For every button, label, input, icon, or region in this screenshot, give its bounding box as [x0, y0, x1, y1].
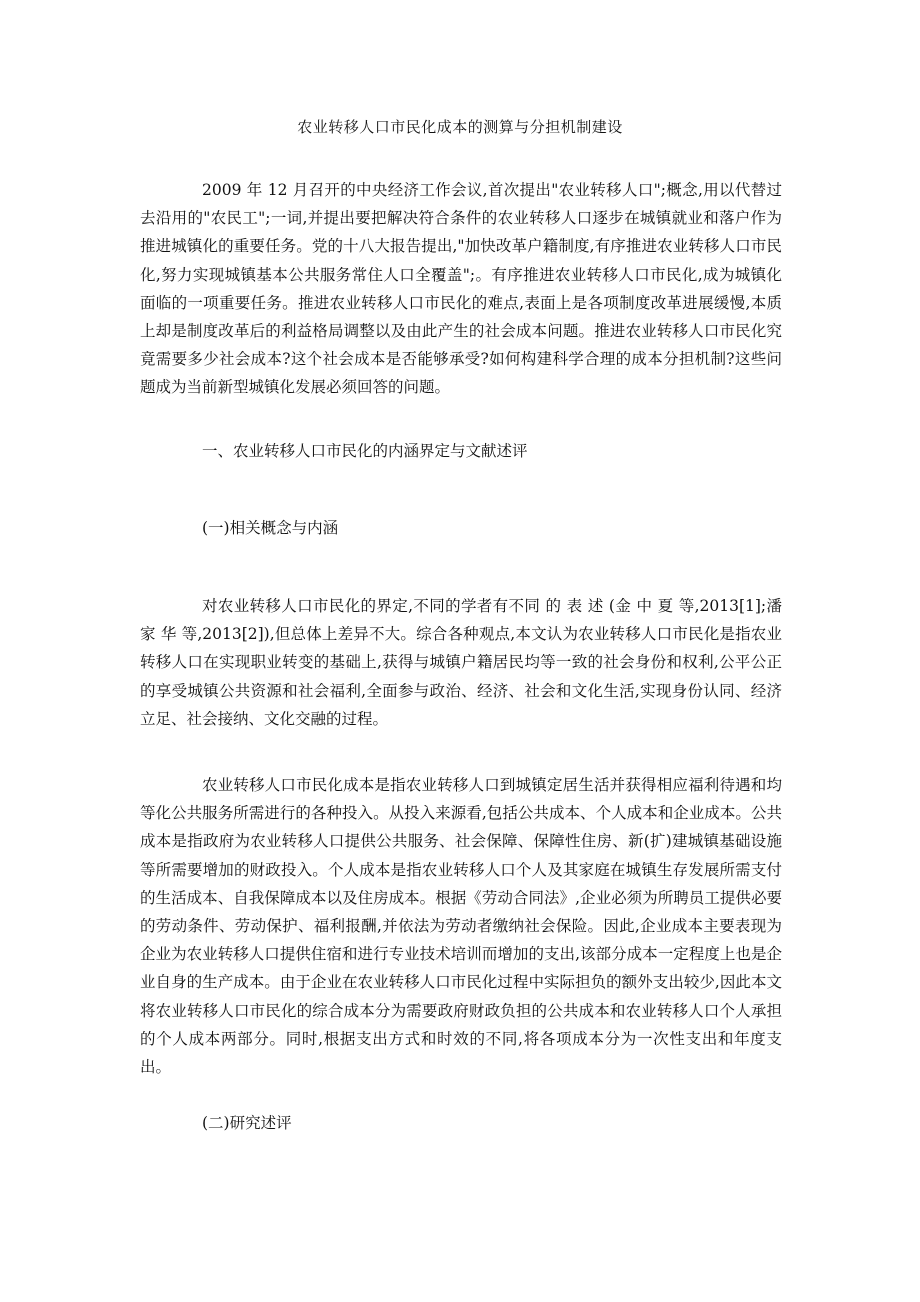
- document-title: 农业转移人口市民化成本的测算与分担机制建设: [297, 118, 623, 136]
- subsection-heading-1: (一)相关概念与内涵: [202, 519, 339, 537]
- paragraph-definition: 对农业转移人口市民化的界定,不同的学者有不同 的 表 述 (金 中 夏 等,2013[1];潘 家 华 等,2013[2]),但总体上差异不大。综合各种观点,本文认为农业转移人口市民化是指农业转移人口在实现职业转变的基础上,获得与城镇户籍居民均等一致的社会身份和权利,公平公正的享受城镇公共资源和社会福利,全面参与政治、经济、社会和文化生活,实现身份认同、经济立足、社会接纳、文化交融的过程。: [140, 597, 782, 728]
- paragraph-intro: 2009 年 12 月召开的中央经济工作会议,首次提出"农业转移人口";概念,用以代替过去沿用的"农民工";一词,并提出要把解决符合条件的农业转移人口逐步在城镇就业和落户作为推进城镇化的重要任务。党的十八大报告提出,"加快改革户籍制度,有序推进农业转移人口市民化,努力实现城镇基本公共服务常住人口全覆盖";。有序推进农业转移人口市民化,成为城镇化面临的一项重要任务。推进农业转移人口市民化的难点,表面上是各项制度改革进展缓慢,本质上却是制度改革后的利益格局调整以及由此产生的社会成本问题。推进农业转移人口市民化究竟需要多少社会成本?这个社会成本是否能够承受?如何构建科学合理的成本分担机制?这些问题成为当前新型城镇化发展必须回答的问题。: [140, 181, 782, 397]
- section-heading-1: 一、农业转移人口市民化的内涵界定与文献述评: [202, 442, 528, 460]
- subsection-heading-2: (二)研究述评: [202, 1114, 292, 1132]
- paragraph-cost: 农业转移人口市民化成本是指农业转移人口到城镇定居生活并获得相应福利待遇和均等化公共服务所需进行的各种投入。从投入来源看,包括公共成本、个人成本和企业成本。公共成本是指政府为农业转移人口提供公共服务、社会保障、保障性住房、新(扩)建城镇基础设施等所需要增加的财政投入。个人成本是指农业转移人口个人及其家庭在城镇生存发展所需支付的生活成本、自我保障成本以及住房成本。根据《劳动合同法》,企业必须为所聘员工提供必要的劳动条件、劳动保护、福利报酬,并依法为劳动者缴纳社会保险。因此,企业成本主要表现为企业为农业转移人口提供住宿和进行专业技术培训而增加的支出,该部分成本一定程度上也是企业自身的生产成本。由于企业在农业转移人口市民化过程中实际担负的额外支出较少,因此本文将农业转移人口市民化的综合成本分为需要政府财政负担的公共成本和农业转移人口个人承担的个人成本两部分。同时,根据支出方式和时效的不同,将各项成本分为一次性支出和年度支出。: [140, 776, 782, 1077]
